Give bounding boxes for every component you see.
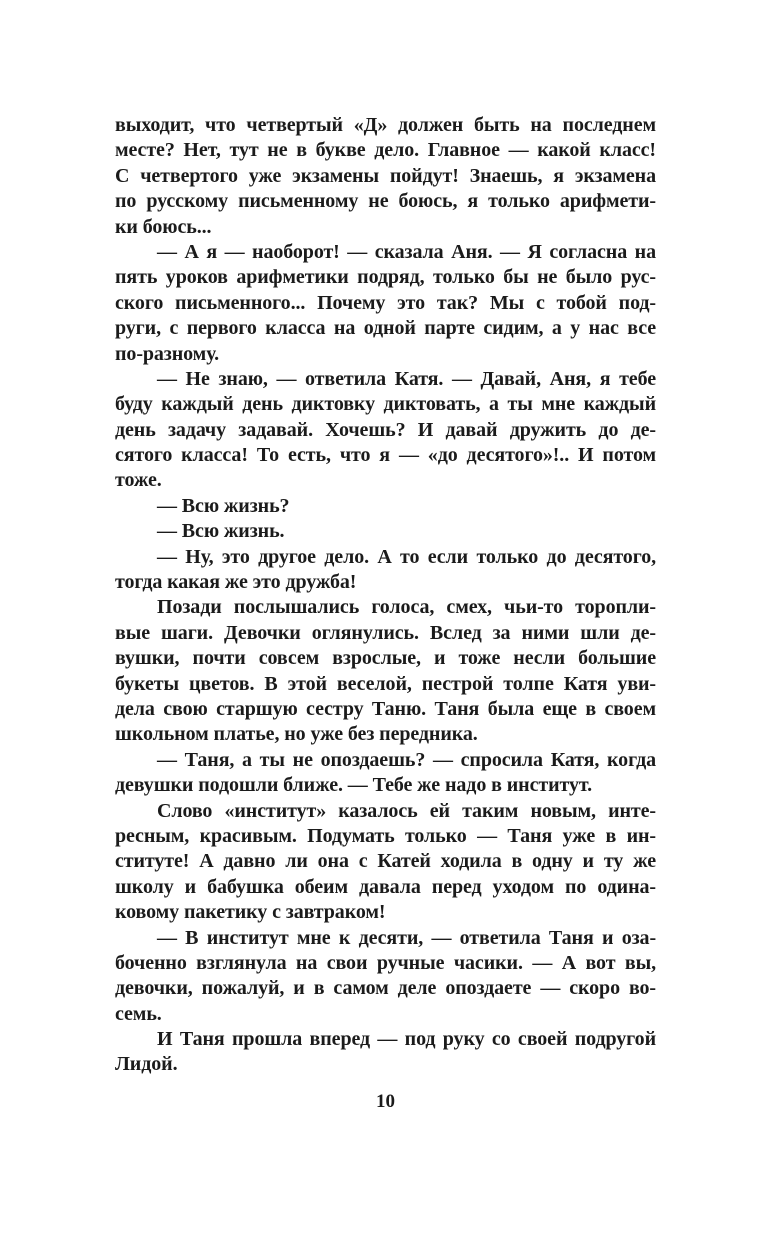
text-line: выходит, что четвертый «Д» должен быть на последнем <box>115 114 656 136</box>
text-line: вушки, почти совсем взрослые, и тоже несли большие <box>115 647 656 670</box>
text-line: месте? Нет, тут не в букве дело. Главное — какой класс! <box>115 139 656 162</box>
paragraph <box>115 926 656 1028</box>
text-line: — Всю жизнь. <box>157 520 285 543</box>
text-line: по русскому письменному не боюсь, я только арифмети- <box>115 190 656 213</box>
text-line: Слово «институт» казалось ей таким новым, инте- <box>157 799 656 822</box>
text-line: — Всю жизнь? <box>157 494 290 517</box>
text-line: тоже. <box>115 469 162 492</box>
text-line: девушки подошли ближе. — Тебе же надо в институт. <box>115 774 592 797</box>
paragraph <box>115 519 656 544</box>
paragraph <box>115 1027 656 1078</box>
text-block <box>115 113 656 1078</box>
text-line: школу и бабушка обеим давала перед уходом по одина- <box>115 875 656 898</box>
text-line: букеты цветов. В этой веселой, пестрой толпе Катя уви- <box>115 672 656 695</box>
text-line: ковому пакетику с завтраком! <box>115 901 386 924</box>
text-line: — Таня, а ты не опоздаешь? — спросила Катя, когда <box>157 748 656 771</box>
text-line: ского письменного... Почему это так? Мы с тобой под- <box>115 291 656 314</box>
text-line: буду каждый день диктовку диктовать, а ты мне каждый <box>115 393 656 416</box>
text-line: девочки, пожалуй, и в самом деле опоздаете — скоро во- <box>115 977 656 1000</box>
page-number: 10 <box>376 1091 395 1112</box>
text-line: школьном платье, но уже без передника. <box>115 723 478 746</box>
text-line: — В институт мне к десяти, — ответила Таня и оза- <box>157 926 656 949</box>
text-line: Лидой. <box>115 1053 178 1076</box>
text-line: С четвертого уже экзамены пойдут! Знаешь, я экзамена <box>115 164 656 187</box>
text-line: ресным, красивым. Подумать только — Таня уже в ин- <box>115 824 656 847</box>
text-line: пять уроков арифметики подряд, только бы не было рус- <box>115 266 656 289</box>
text-line: — А я — наоборот! — сказала Аня. — Я согласна на <box>157 240 656 263</box>
paragraph <box>115 545 656 596</box>
text-line: руги, с первого класса на одной парте сидим, а у нас все <box>115 317 656 340</box>
text-line: ституте! А давно ли она с Катей ходила в одну и ту же <box>115 850 656 873</box>
text-line: боченно взглянула на свои ручные часики. — А вот вы, <box>115 951 656 974</box>
text-line: по-разному. <box>115 342 220 365</box>
paragraph <box>115 595 656 747</box>
text-line: вые шаги. Девочки оглянулись. Вслед за ними шли де- <box>115 621 656 644</box>
paragraph <box>115 113 656 240</box>
text-line: день задачу задавай. Хочешь? И давай дружить до де- <box>115 418 656 441</box>
text-line: ки боюсь... <box>115 215 212 238</box>
paragraph <box>115 240 656 367</box>
text-line: дела свою старшую сестру Таню. Таня была еще в своем <box>115 697 656 720</box>
text-line: тогда какая же это дружба! <box>115 571 357 594</box>
paragraph <box>115 748 656 799</box>
text-line: Позади послышались голоса, смех, чьи-то торопли- <box>157 596 656 619</box>
paragraph <box>115 367 656 494</box>
text-line: сятого класса! То есть, что я — «до десятого»!.. И потом <box>115 444 656 467</box>
text-line: семь. <box>115 1002 162 1025</box>
paragraph <box>115 799 656 926</box>
text-line: И Таня прошла вперед — под руку со своей подругой <box>157 1028 656 1051</box>
text-line: — Не знаю, — ответила Катя. — Давай, Аня, я тебе <box>157 367 656 390</box>
paragraph <box>115 494 656 519</box>
text-line: — Ну, это другое дело. А то если только до десятого, <box>157 545 656 568</box>
